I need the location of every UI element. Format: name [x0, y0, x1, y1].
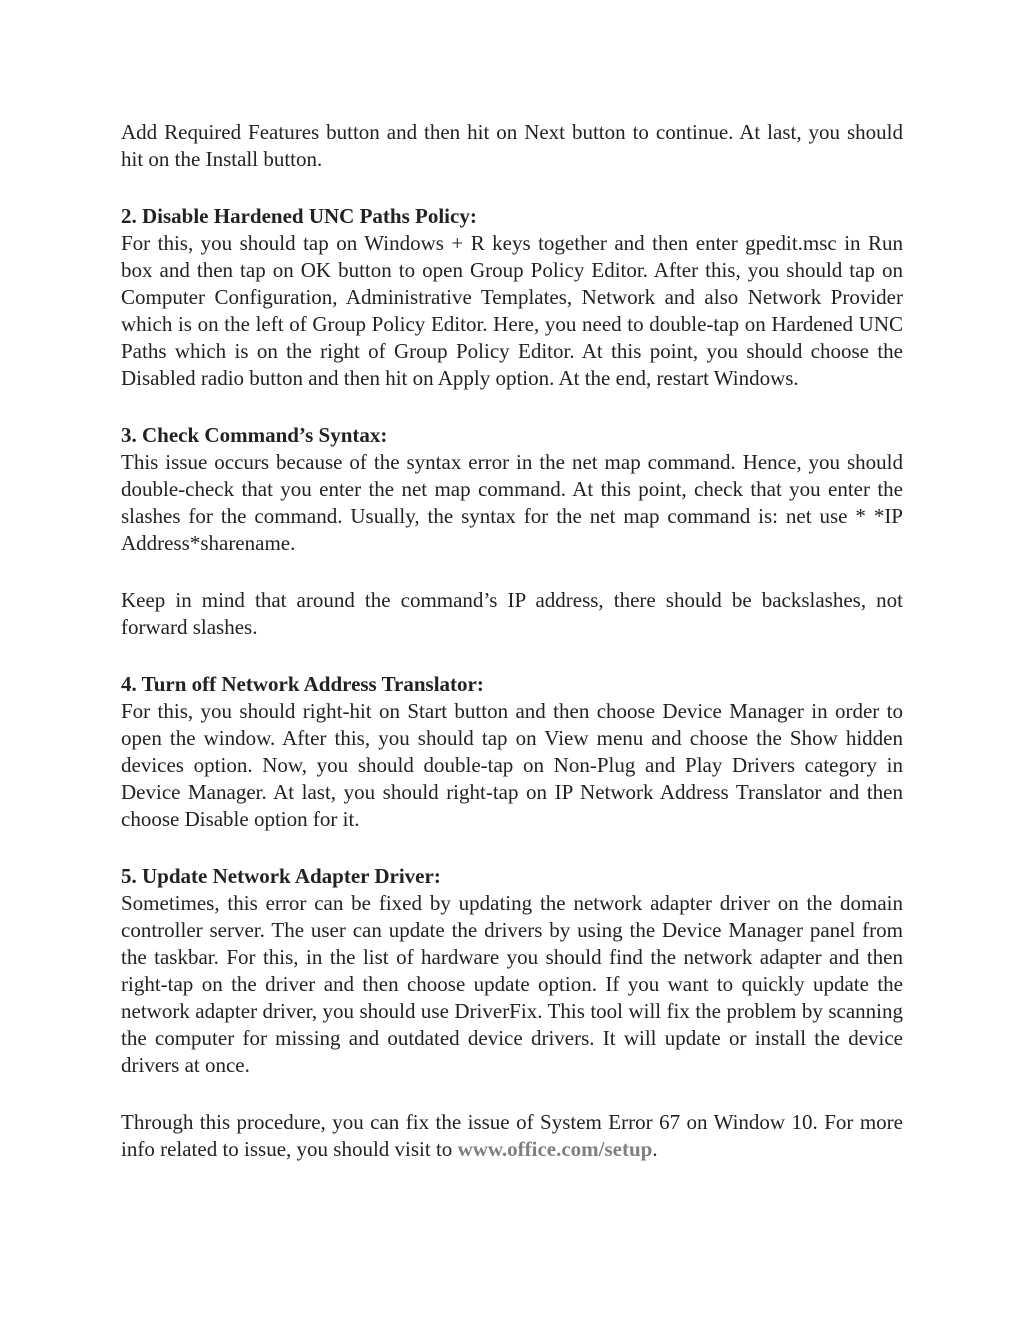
section-body: For this, you should tap on Windows + R keys together and then enter gpedit.msc in Run box and then tap on OK button to open Group Policy Editor. After this, you should tap on Computer Configuration, Administrative Templates, Network and also Network Provider which is on the left of Group Policy Editor. Here, you need to double-tap on Hardened UNC Paths which is on the right of Group Policy Editor. At this point, you should choose the Disabled radio button and then hit on Apply option. At the end, restart Windows. [121, 231, 903, 390]
office-setup-link[interactable]: www.office.com/setup [457, 1137, 653, 1161]
conclusion-text: Through this procedure, you can fix the issue of System Error 67 on Window 10. For more info related to issue, you should visit to [121, 1110, 903, 1161]
section-body: For this, you should right-hit on Start button and then choose Device Manager in order to open the window. After this, you should tap on View menu and choose the Show hidden devices option. Now, you should double-tap on Non-Plug and Play Drivers category in Device Manager. At last, you should right-tap on IP Network Address Translator and then choose Disable option for it. [121, 699, 903, 831]
section-disable-hardened-unc [121, 203, 903, 392]
conclusion-period: . [652, 1137, 658, 1161]
section-update-network-driver [121, 863, 903, 1079]
conclusion-paragraph [121, 1109, 903, 1163]
section-turn-off-nat [121, 671, 903, 833]
section-heading: 5. Update Network Adapter Driver: [121, 864, 441, 888]
document-page [121, 119, 903, 1163]
intro-paragraph: Add Required Features button and then hit on Next button to continue. At last, you should hit on the Install button. [121, 120, 903, 171]
section-heading: 4. Turn off Network Address Translator: [121, 672, 484, 696]
section-heading: 2. Disable Hardened UNC Paths Policy: [121, 204, 477, 228]
section-check-command-syntax [121, 422, 903, 641]
section-note: Keep in mind that around the command’s IP address, there should be backslashes, not forward slashes. [121, 588, 903, 639]
section-heading: 3. Check Command’s Syntax: [121, 423, 388, 447]
section-body: This issue occurs because of the syntax error in the net map command. Hence, you should double-check that you enter the net map command. At this point, check that you enter the slashes for the command. Usually, the syntax for the net map command is: net use * *IP Address*sharename. [121, 450, 903, 555]
section-body: Sometimes, this error can be fixed by updating the network adapter driver on the domain controller server. The user can update the drivers by using the Device Manager panel from the taskbar. For this, in the list of hardware you should find the network adapter and then right-tap on the driver and then choose update option. If you want to quickly update the network adapter driver, you should use DriverFix. This tool will fix the problem by scanning the computer for missing and outdated device drivers. It will update or install the device drivers at once. [121, 891, 903, 1077]
